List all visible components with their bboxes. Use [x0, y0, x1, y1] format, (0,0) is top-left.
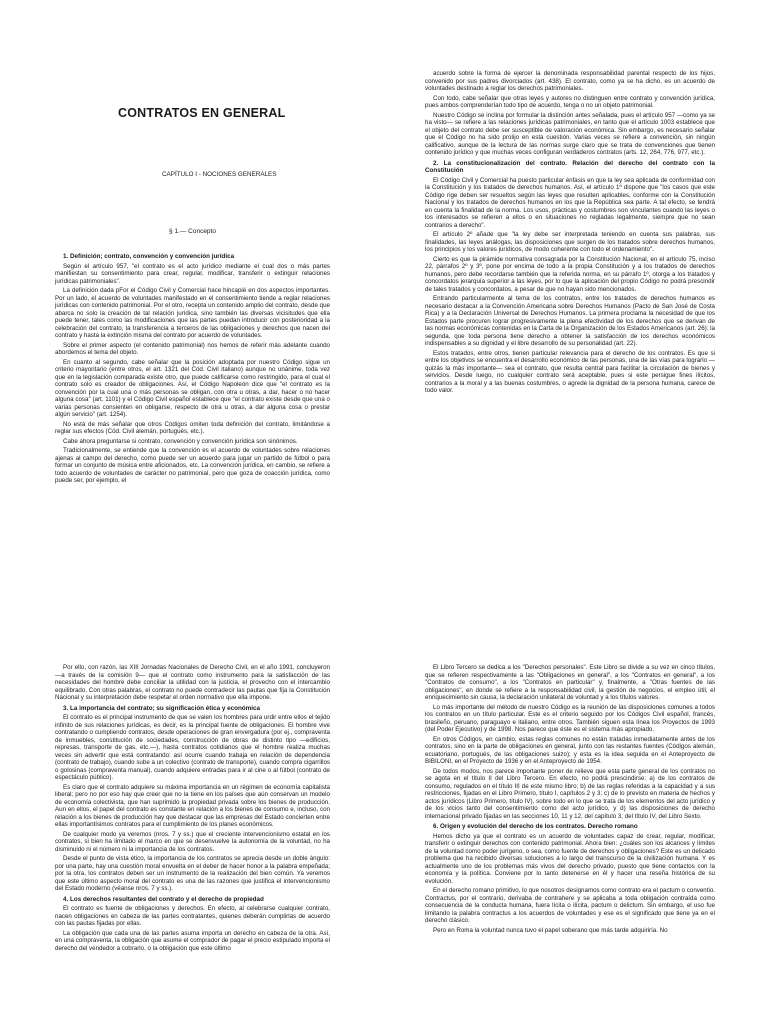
section-heading: § 1.— Concepto — [169, 228, 216, 235]
paragraph: El artículo 2º añade que "la ley debe ser interpretada teniendo en cuenta sus palabras, sus finalidades, las leyes análogas, las disposiciones que surgen de los tratados sobre derechos humanos, los principios y los valores jurídicos, de modo coherente con todo el ordenamiento". — [425, 231, 715, 253]
subsection-heading: 6. Origen y evolución del derecho de los contratos. Derecho romano — [433, 823, 638, 830]
paragraph: Hemos dicho ya que el contrato es un acuerdo de voluntades capaz de crear, regular, modificar, transferir o extinguir derechos con contenido patrimonial. Ahora bien: ¿cuáles son los alcances y límites de la voluntad como poder jurígeno, o sea, como fuente de derechos y obligaciones? Este es un delicado problema que ha recibido diversas soluciones a lo largo del transcurso de la civilización humana. Y es actualmente uno de los problemas más vivos del derecho privado, puesto que tiene contactos con la economía y la política. Conviene por lo tanto detenerse en él y hacer una reseña histórica de su evolución. — [425, 832, 715, 885]
column-top-right — [425, 70, 715, 397]
paragraph: Pero en Roma la voluntad nunca tuvo el papel soberano que más tarde adquiriría. No — [433, 926, 668, 934]
paragraph: No está de más señalar que otros Códigos omiten toda definición del contrato, limitándose a reglar sus efectos (Cód. Civil alemán, portugués, etc.). — [55, 420, 330, 435]
column-bottom-right — [425, 664, 715, 936]
column-bottom-left — [55, 664, 330, 954]
paragraph: Es claro que el contrato adquiere su máxima importancia en un régimen de economía capitalista liberal; pero no por eso hay que creer que no la tiene en los países que aún conservan un modelo de economía colectivista, que han suprimido la propiedad privada sobre los bienes de producción. Aun en ellos, el papel del contrato es constante en relación a los bienes de consumo e, incluso, con relación a los bienes de producción hay que destacar que las empresas del Estado concierten entre ellas importantísimos contratos para el cumplimiento de los planes económicos. — [55, 783, 330, 828]
paragraph: La definición dada pFor el Código Civil y Comercial hace hincapié en dos aspectos importantes. Por un lado, el acuerdo de voluntades manifestado en el consentimiento tiende a reglar relaciones jurídicas con contenido patrimonial. Por el otro, recepta un contenido amplio del contrato, desde que abarca no solo la creación de tal relación jurídica, sino también las diversas vicisitudes que ella puede tener, tales como las modificaciones que las partes puedan introducir con posterioridad a la celebración del contrato, la transferencia a terceros de las obligaciones y derechos que nacen del contrato y hasta la extinción misma del contrato por acuerdo de voluntades. — [55, 287, 330, 339]
paragraph: Con todo, cabe señalar que otras leyes y autores no distinguen entre contrato y convención jurídica, pues ambos comprenderían todo tipo de acuerdo, tenga o no un objeto patrimonial. — [425, 94, 715, 109]
paragraph: Entrando particularmente al tema de los contratos, entre los tratados de derechos humanos es necesario destacar a la Convención Americana sobre Derechos Humanos (Pacto de San José de Costa Rica) y a la Declaración Universal de Derechos Humanos. La primera proclama la necesidad de que los Estados parte procuren lograr progresivamente la plena efectividad de los derechos que se derivan de las normas económicas contenidas en la Carta de la Organización de los Estados Americanos (art. 26); la segunda, que toda persona tiene derecho a obtener la satisfacción de los derechos económicos indispensables a su dignidad y el libre desarrollo de su personalidad (art. 22). — [425, 295, 715, 347]
subsection-heading: 2. La constitucionalización del contrato. Relación del derecho del contrato con la Constitución — [425, 159, 715, 174]
paragraph: Sobre el primer aspecto (el contenido patrimonial) nos hemos de referir más adelante cuando abordemos el tema del objeto. — [55, 341, 330, 356]
paragraph: Desde el punto de vista ético, la importancia de los contratos se aprecia desde un doble ángulo: por una parte, hay una cuestión moral envuelta en el deber de hacer honor a la palabra empeñada; por la otra, los contratos deben ser un instrumento de la realización del bien común. Ya veremos que este último aspecto moral del contrato es una de las razones que justifica el intervencionismo del Estado moderno (véanse nros. 7 y ss.). — [55, 855, 330, 892]
paragraph: En cuanto al segundo, cabe señalar que la posición adoptada por nuestro Código sigue un criterio mayoritario (entre otros, el art. 1321 del Cód. Civil italiano) aunque no unánime, toda vez que en la legislación comparada existe otro, que puede calificarse como restringido, para el cual el contrato solo es creador de obligaciones. Así, el Código Napoleón dice que "el contrato es la convención por la cual una o más personas se obligan, con otra u otras, a dar, hacer o no hacer alguna cosa" (art. 1101) y el Código Civil español establece que "el contrato existe desde que una o varias personas consienten en obligarse, respecto de otra u otras, a dar alguna cosa o prestar algún servicio" (art. 1254). — [55, 358, 330, 418]
paragraph: El contrato es el principal instrumento de que se valen los hombres para urdir entre ellos el tejido infinito de sus relaciones jurídicas, es decir, es la principal fuente de obligaciones. El hombre vive contratando o cumpliendo contratos, desde operaciones de gran envergadura (por ej., compraventa de inmuebles, constitución de sociedades, construcción de obras de distinto tipo —edificios, represas, transporte de gas, etc.—), hasta contratos cotidianos que el hombre realiza muchas veces sin advertir que está contratando: así ocurre cuando trabaja en relación de dependencia (contrato de trabajo), cuando sube a un colectivo (contrato de transporte), cuando compra cigarrillos o golosinas (compraventa manual), cuando adquiere entradas para ir al cine o al fútbol (contrato de espectáculo público). — [55, 714, 330, 781]
subsection-heading: 4. Los derechos resultantes del contrato y el derecho de propiedad — [63, 895, 264, 903]
paragraph: El Código Civil y Comercial ha puesto particular énfasis en que la ley sea aplicada de conformidad con la Constitución y los tratados de derechos humanos. Así, el artículo 1º dispone que "los casos que este Código rige deben ser resueltos según las leyes que resulten aplicables, conforme con la Constitución Nacional y los tratados de derechos humanos en los que la República sea parte. A tal efecto, se tendrá en cuenta la finalidad de la norma. Los usos, prácticas y costumbres son vinculantes cuando las leyes o los interesados se refieren a ellos o en situaciones no regladas legalmente, siempre que no sean contrarios a derecho". — [425, 176, 715, 229]
paragraph: En otros Códigos, en cambio, estas reglas comunes no están tratadas inmediatamente antes de los contratos, sino en la parte de obligaciones en general, junto con las restantes fuentes (Códigos alemán, ecuatoriano, portugués, de las obligaciones suizo); y esta es la idea seguida en el Anteproyecto de BIBILONI, en el Proyecto de 1936 y en el Anteproyecto de 1954. — [425, 735, 715, 765]
paragraph: De todos modos, nos parece importante poner de relieve que esta parte general de los contratos no se agota en el título II del Libro Tercero. En efecto, no podrá prescindirse: a) de los contratos de consumo, regulados en el título III de este mismo libro; b) de las reglas referidas a la capacidad y a sus restricciones, fijadas en el Libro Primero, título I, capítulos 2 y 3; c) de lo previsto en materia de hechos y actos jurídicos (Libro Primero, título IV), sobre todo en lo que se trata de los elementos del acto jurídico y de los vicios tanto del consentimiento como del acto jurídico, y d) las disposiciones de derecho internacional privado fijadas en las secciones 10, 11 y 12, del capítulo 3, del título IV, del Libro Sexto. — [425, 767, 715, 820]
subsection-heading: 1. Definición; contrato, convención y convención jurídica — [63, 253, 235, 260]
paragraph: Cierto es que la pirámide normativa consagrada por la Constitución Nacional, en el artículo 75, inciso 22, párrafos 2º y 3º, pone por encima de todo a la propia Constitución y a los tratados de derechos humanos, pero debe recordarse también que la referida norma, en su párrafo 1º, otorga a los tratados y concordatos jerarquía superior a las leyes, por lo que la aplicación del propio Código no podrá prescindir de tales tratados y concordatos, a pesar de que no hayan sido mencionados. — [425, 255, 715, 293]
paragraph: Según el artículo 957, "el contrato es el acto jurídico mediante el cual dos o más partes manifiestan su consentimiento para crear, regular, modificar, transferir o extinguir relaciones jurídicas patrimoniales". — [55, 262, 330, 285]
paragraph: acuerdo sobre la forma de ejercer la denominada responsabilidad parental respecto de los hijos, convenido por sus padres divorciados (art. 438). El contrato, como ya se ha dicho, es un acuerdo de voluntades destinado a reglar los derechos patrimoniales. — [425, 70, 715, 92]
paragraph: Cabe ahora preguntarse si contrato, convención y convención jurídica son sinónimos. — [63, 437, 298, 445]
document-title: CONTRATOS EN GENERAL — [118, 106, 286, 120]
column-top-left — [55, 250, 330, 487]
paragraph: De cualquier modo ya veremos (nros. 7 y ss.) que el creciente intervencionismo estatal en los contratos, si bien ha limitado el marco en que se desenvuelve la autonomía de la voluntad, no ha disminuido ni el número ni la importancia de los contratos. — [55, 830, 330, 853]
paragraph: Lo más importante del método de nuestro Código es la reunión de las disposiciones comunes a todos los contratos en un título particular. Este es el criterio seguido por los Códigos Civil español, francés, brasileño, peruano, paraguayo e italiano, entre otros. También siguen esta línea los Proyectos de 1993 (del Poder Ejecutivo) y de 1998. Nos parece que éste es el sistema más apropiado. — [425, 703, 715, 733]
paragraph: El contrato es fuente de obligaciones y derechos. En efecto, al celebrarse cualquier contrato, nacen obligaciones en cabeza de las partes contratantes, quienes deberán cumplirlas de acuerdo con las pautas fijadas por ellas. — [55, 905, 330, 927]
paragraph: Tradicionalmente, se entiende que la convención es el acuerdo de voluntades sobre relaciones ajenas al campo del derecho, como puede ser un acuerdo para jugar un partido de fútbol o para formar un conjunto de música entre aficionados, etc. La convención jurídica, en cambio, se refiere a todo acuerdo de voluntades de carácter no patrimonial, pero que goza de coacción jurídica, como puede ser, por ejemplo, el — [55, 447, 330, 484]
paragraph: Estos tratados, entre otros, tienen particular relevancia para el derecho de los contratos. Es que si entre los objetivos se encuentra el desarrollo económico de las personas, una de las vías para lograrlo —quizás la más importante— sea el contrato, que resulta central para facilitar la circulación de bienes y servicios. Desde luego, no cualquier contrato será aceptable, pues si este persigue fines ilícitos, contrarios a la moral y a las buenas costumbres, o agrede la dignidad de la persona humana, carece de todo valor. — [425, 349, 715, 394]
paragraph: En el derecho romano primitivo, lo que nosotros designamos como contrato era el pactum o conventio. Contractus, por el contrario, derivaba de contrahere y se aplicaba a toda obligación contraída como consecuencia de la conducta humana, fuera lícita o ilícita, pactum o delictum. Sin embargo, el uso fue limitando la palabra contractus a los acuerdos de voluntades y ese es el significado que tiene ya en el derecho clásico. — [425, 887, 715, 924]
paragraph: El Libro Tercero se dedica a los "Derechos personales". Este Libro se divide a su vez en cinco títulos, que se refieren respectivamente a las "Obligaciones en general", a los "Contratos en general", a los "Contratos de consumo", a los "Contratos en particular" y, finalmente, a "Otras fuentes de las obligaciones", en donde se refiere a la responsabilidad civil, la gestión de negocios, el empleo útil, el enriquecimiento sin causa, la declaración unilateral de voluntad y a los títulos valores. — [425, 664, 715, 701]
subsection-heading: 3. La importancia del contrato; su significación ética y económica — [63, 704, 261, 712]
chapter-heading: CAPÍTULO I - NOCIONES GENERALES — [162, 171, 277, 178]
paragraph: Por ello, con razón, las XIII Jornadas Nacionales de Derecho Civil, en el año 1991, concluyeron —a través de la comisión 9— que el contrato como instrumento para la satisfacción de las necesidades del hombre debe conciliar la utilidad con la justicia, el provecho con el intercambio equilibrado. Con otras palabras, el contrato no puede contradecir las pautas que fija la Constitución Nacional y su interpretación debe respetar el orden normativo que ella impone. — [55, 664, 330, 701]
paragraph: Nuestro Código se inclina por formular la distinción antes señalada, pues el artículo 957 —como ya se ha visto— se refiere a las relaciones jurídicas patrimoniales, en tanto que el artículo 1003 establece que el objeto del contrato debe ser susceptible de valoración económica. Sin embargo, es necesario señalar que el Código no ha sido prolijo en esta cuestión. Varias veces se refiere a convención, sin ningún calificativo, aunque de la lectura de las normas surge claro que se trata de convenciones que tienen contenido jurídico y que muchas veces configuran verdaderos contratos (arts. 12, 264, 776, 977, etc.). — [425, 111, 715, 156]
paragraph: La obligación que cada una de las partes asuma importa un derecho en cabeza de la otra. Así, en una compraventa, la obligación que asume el comprador de pagar el precio estipulado importa el derecho del vendedor a cobrarlo, o la obligación que este último — [55, 929, 330, 952]
